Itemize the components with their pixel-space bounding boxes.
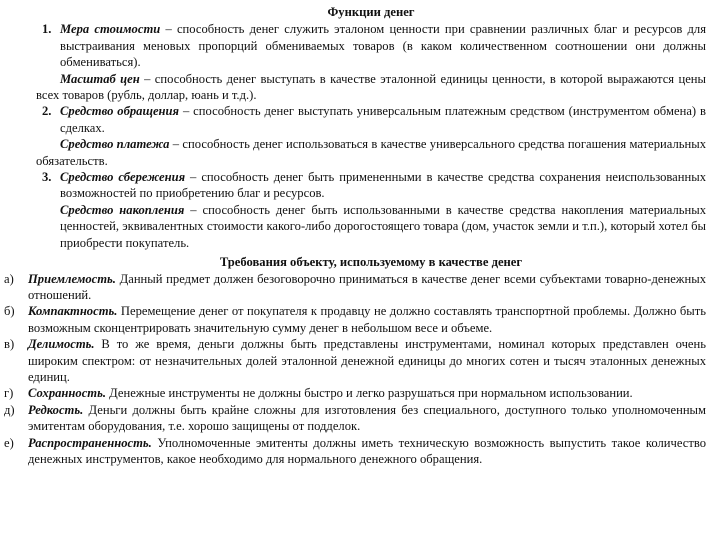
requirement-scarcity (4, 402, 706, 435)
function-description: – способность денег выступать универсальным платежным средством (инструментом обмена) в сделках. (60, 104, 706, 135)
function-description: – способность денег быть использованными в качестве средства накопления материальных ценностей, эквивалентных стоимости какого-либо дорогостоящего товара (дом, участок земли и т.п.), который хотел бы приобрести покупатель. (60, 202, 706, 250)
item-number: 1. (42, 22, 52, 37)
requirements-title: Требования объекту, используемому в качестве денег (219, 255, 523, 270)
function-description: – способность денег быть примененными в качестве средства сохранения неиспользованных возможностей по приобретению благ и ресурсов. (60, 170, 706, 201)
function-term: Средство платежа (60, 137, 170, 152)
requirement-term: Распространенность. (28, 435, 152, 450)
requirement-term: Сохранность. (28, 386, 106, 401)
function-term: Средство накопления (60, 202, 185, 217)
function-description: – способность денег служить эталоном ценности при сравнении различных благ и ресурсов для выстраивания меновых пропорций обмениваемых товаров (в каком количественном соотношении они должны обмениваться). (60, 22, 707, 70)
requirement-divisibility (4, 336, 706, 385)
function-item-store-of-value (36, 169, 706, 202)
item-letter: е) (4, 435, 14, 450)
function-item-means-of-payment (36, 136, 706, 169)
requirement-description: Данный предмет должен безоговорочно приниматься в качестве денег всеми субъектами товарно-денежных отношений. (28, 271, 706, 302)
item-letter: г) (4, 386, 14, 401)
function-item-accumulation (36, 202, 706, 251)
function-term: Средство сбережения (60, 170, 186, 185)
requirement-description: Денежные инструменты не должны быстро и легко разрушаться при нормальном использовании. (106, 386, 633, 401)
requirement-term: Приемлемость. (28, 271, 116, 286)
function-term: Масштаб цен (60, 71, 140, 86)
function-description: – способность денег выступать в качестве эталонной единицы ценности, в которой выражаются цены всех товаров (рубль, доллар, юань и т.д.). (36, 71, 706, 103)
item-number: 3. (42, 170, 52, 185)
item-letter: б) (4, 304, 15, 319)
requirement-term: Делимость. (28, 337, 95, 352)
requirement-description: Уполномоченные эмитенты должны иметь техническую возможность выпустить такое количество денежных инструментов, какое необходимо для нормального денежного обращения. (28, 435, 706, 466)
function-description: – способность денег использоваться в качестве универсального средства погашения материальных обязательств. (36, 137, 706, 168)
requirement-availability (4, 435, 706, 468)
item-letter: д) (4, 402, 15, 417)
requirement-description: Перемещение денег от покупателя к продавцу не должно составлять транспортной проблемы. Должно быть возможным сконцентрировать значительную сумму денег в небольшом весе и объеме. (28, 304, 706, 335)
requirement-durability (4, 385, 706, 401)
document-title: Функции денег (327, 5, 415, 19)
requirement-term: Компактность. (28, 304, 118, 319)
requirement-acceptability (4, 271, 706, 304)
requirement-description: Деньги должны быть крайне сложны для изготовления без специального, доступного только уполномоченным эмитентам оборудования, т.е. хорошо защищены от подделок. (28, 402, 706, 434)
function-item-price-scale (36, 71, 706, 104)
item-number: 2. (42, 104, 52, 119)
requirement-description: В то же время, деньги должны быть представлены инструментами, номинал которых представлен очень широким спектром: от незначительных долей эталонной денежной единицы до многих сотен и тысяч эталонных денежных единиц. (28, 337, 706, 384)
functions-list (36, 21, 706, 251)
item-letter: в) (4, 337, 15, 352)
requirement-compactness (4, 303, 706, 336)
function-term: Мера стоимости (60, 22, 161, 37)
function-term: Средство обращения (60, 104, 180, 119)
function-item-measure-of-value (36, 21, 706, 70)
item-letter: а) (4, 271, 14, 286)
requirement-term: Редкость. (28, 402, 84, 417)
requirements-list (4, 271, 706, 468)
function-item-medium-of-exchange (36, 103, 706, 136)
